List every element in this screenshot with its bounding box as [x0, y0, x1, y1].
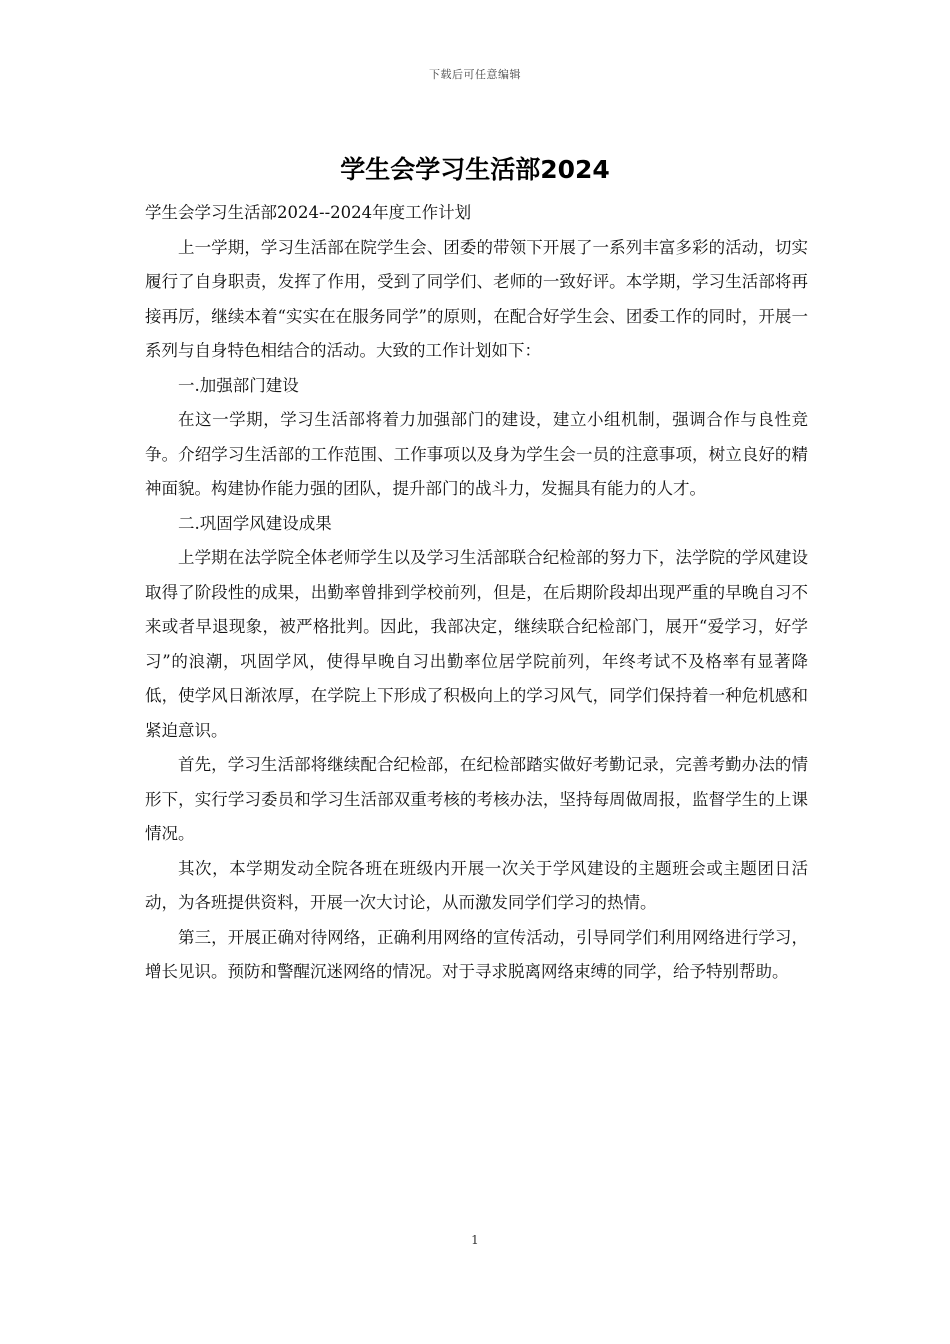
- intro-paragraph: 上一学期，学习生活部在院学生会、团委的带领下开展了一系列丰富多彩的活动，切实履行了自身职责，发挥了作用，受到了同学们、老师的一致好评。本学期，学习生活部将再接再厉，继续本着“实实在在服务同学”的原则，在配合好学生会、团委工作的同时，开展一系列与自身特色相结合的活动。大致的工作计划如下：: [145, 237, 808, 360]
- section-2-paragraph: 上学期在法学院全体老师学生以及学习生活部联合纪检部的努力下，法学院的学风建设取得了阶段性的成果，出勤率曾排到学校前列，但是，在后期阶段却出现严重的早晚自习不来或者早退现象，被严格批判。因此，我部决定，继续联合纪检部门，展开“爱学习，好学习”的浪潮，巩固学风，使得早晚自习出勤率位居学院前列，年终考试不及格率有显著降低，使学风日渐浓厚，在学院上下形成了积极向上的学习风气，同学们保持着一种危机感和紧迫意识。: [145, 548, 808, 740]
- page-number: 1: [471, 1233, 479, 1247]
- section-2-point-first: 首先，学习生活部将继续配合纪检部，在纪检部踏实做好考勤记录，完善考勤办法的情形下，实行学习委员和学习生活部双重考核的考核办法，坚持每周做周报，监督学生的上课情况。: [145, 755, 808, 843]
- section-heading-2: 二.巩固学风建设成果: [178, 513, 332, 533]
- section-2-point-third: 第三，开展正确对待网络，正确利用网络的宣传活动，引导同学们利用网络进行学习，增长见识。预防和警醒沉迷网络的情况。对于寻求脱离网络束缚的同学，给予特别帮助。: [145, 927, 808, 981]
- section-1-paragraph: 在这一学期，学习生活部将着力加强部门的建设，建立小组机制，强调合作与良性竞争。介绍学习生活部的工作范围、工作事项以及身为学生会一员的注意事项，树立良好的精神面貌。构建协作能力强的团队，提升部门的战斗力，发掘具有能力的人才。: [145, 410, 808, 498]
- section-heading-1: 一.加强部门建设: [178, 375, 299, 395]
- document-title: 学生会学习生活部2024: [340, 155, 610, 184]
- document-subtitle: 学生会学习生活部2024--2024年度工作计划: [145, 203, 472, 222]
- section-2-point-second: 其次，本学期发动全院各班在班级内开展一次关于学风建设的主题班会或主题团日活动，为各班提供资料，开展一次大讨论，从而激发同学们学习的热情。: [145, 858, 808, 912]
- document-body: [145, 196, 808, 990]
- page-header-note: 下载后可任意编辑: [429, 68, 521, 81]
